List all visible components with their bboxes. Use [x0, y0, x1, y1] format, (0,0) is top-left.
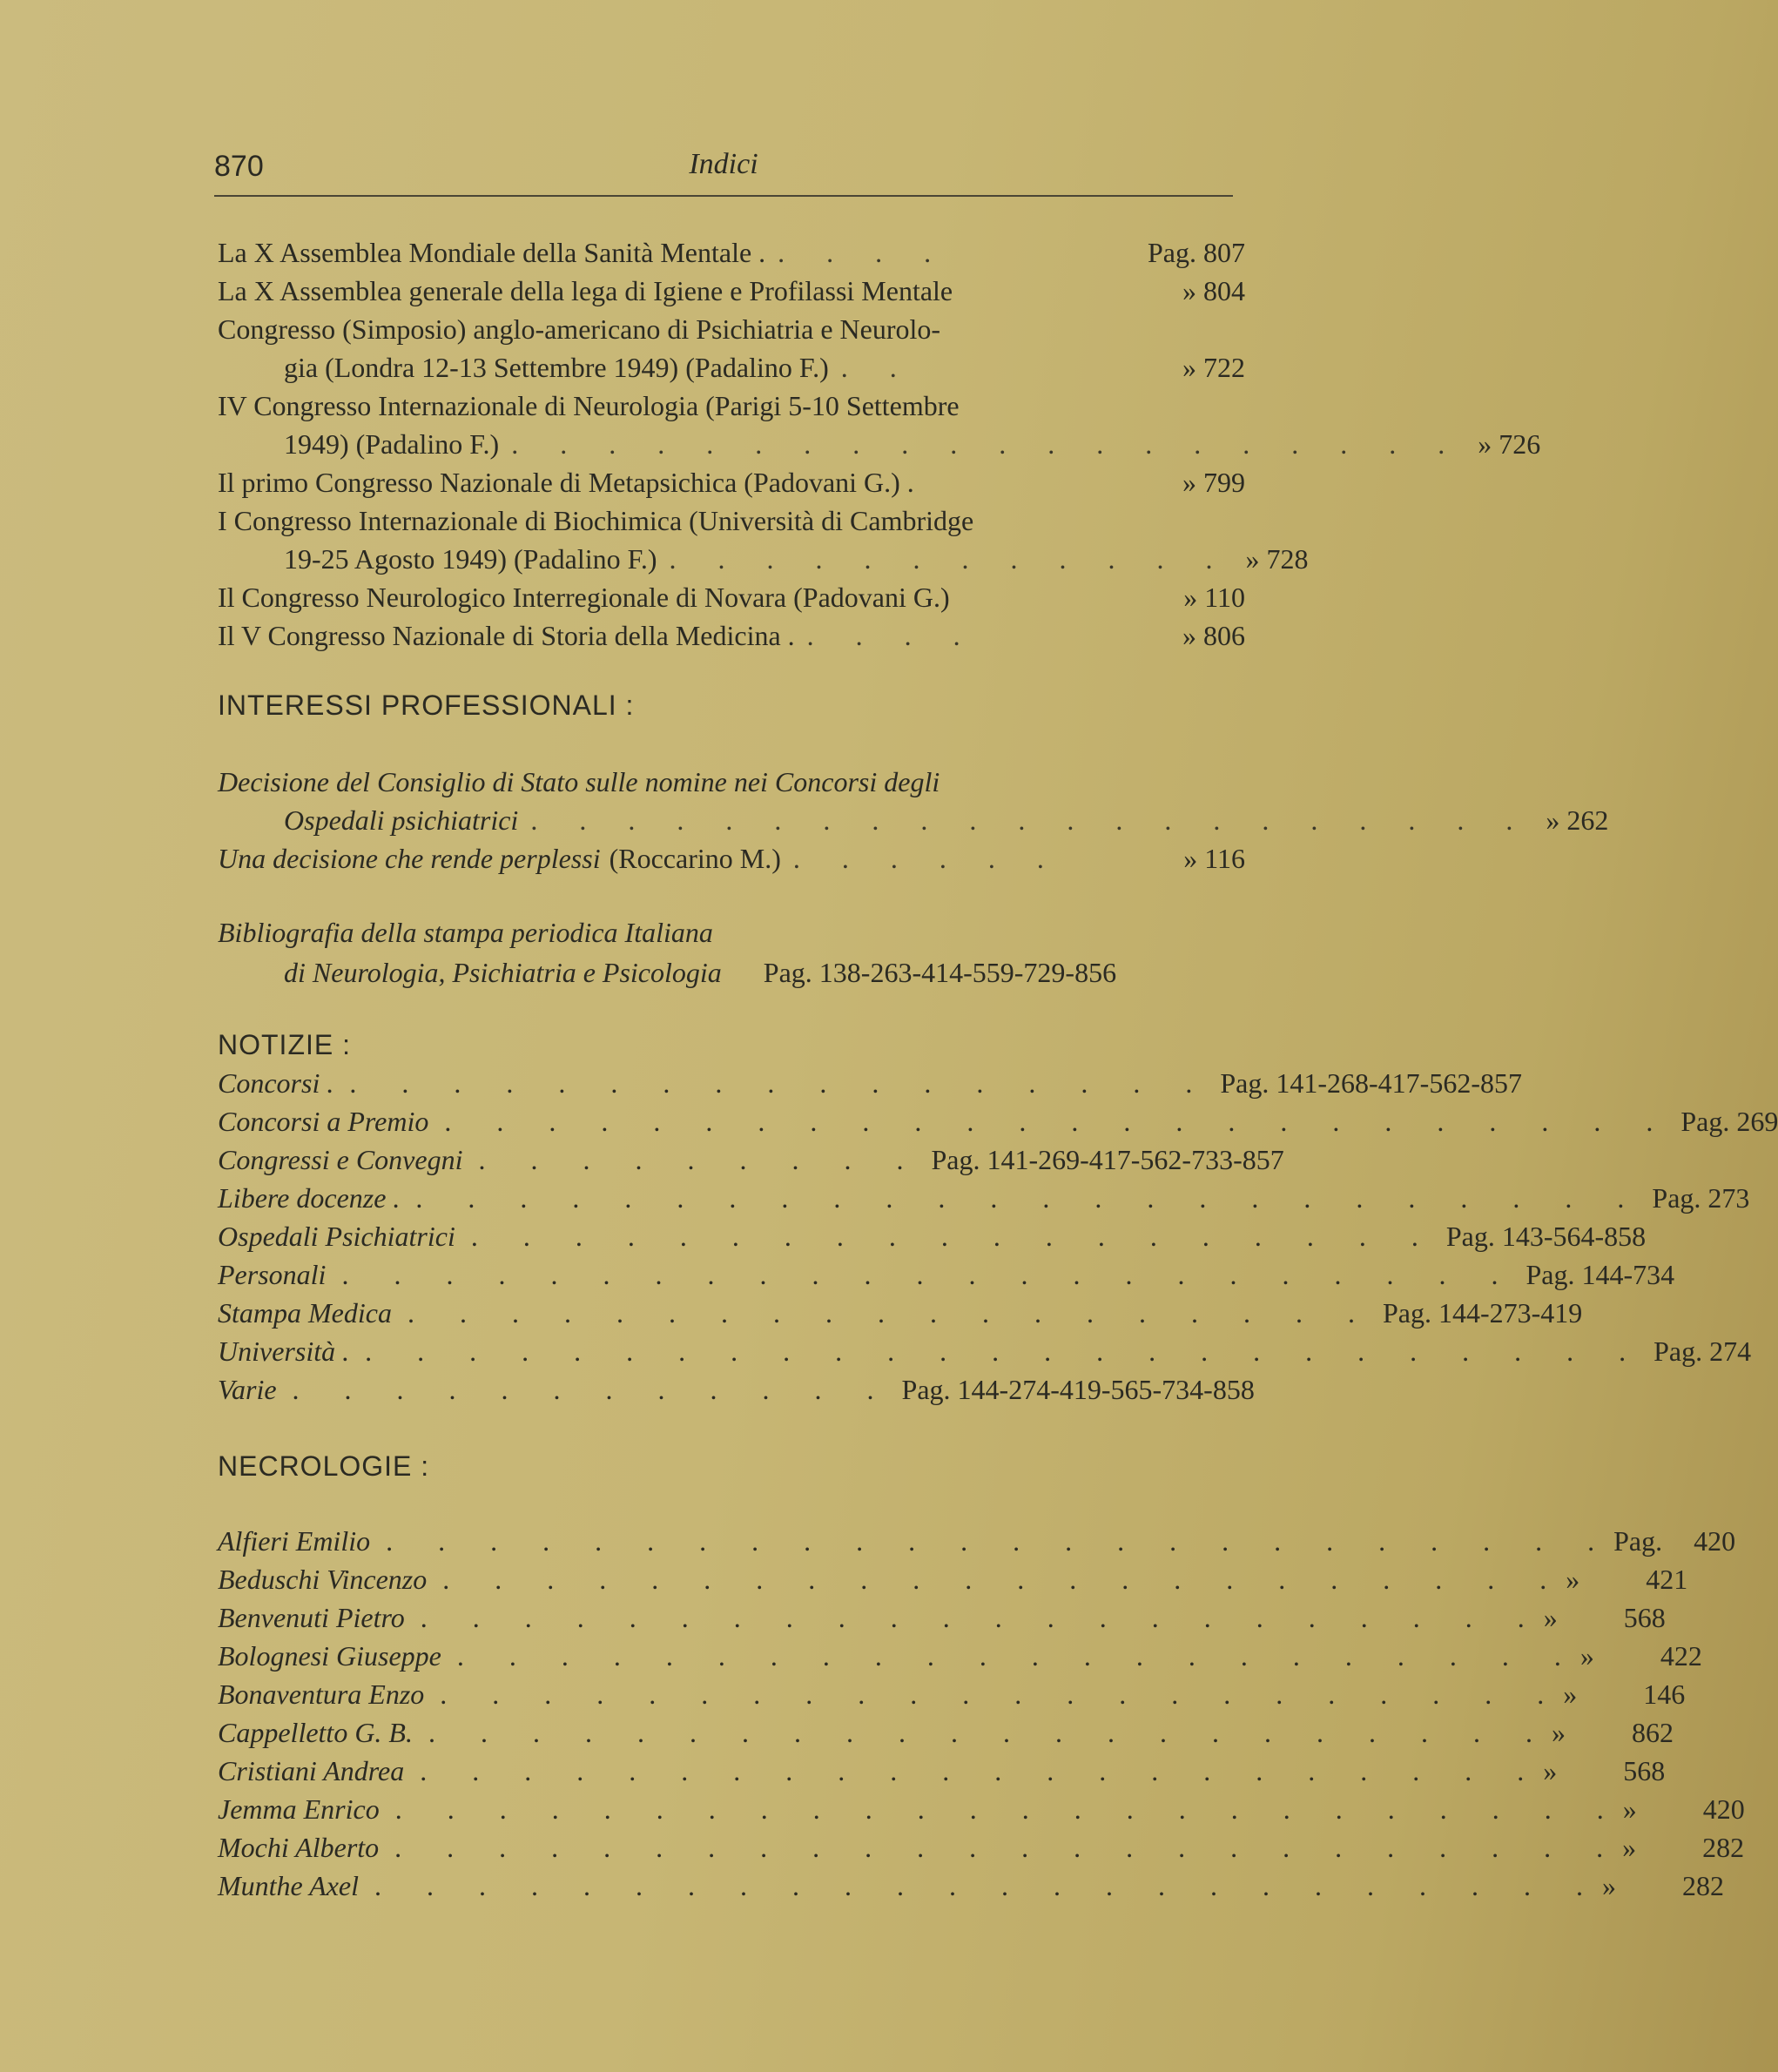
index-entry [218, 387, 1541, 463]
entry-page-ref: » 722 [1182, 352, 1245, 383]
necrologie-page: 282 [1682, 1870, 1725, 1901]
notizie-page-ref: Pag. 144-274-419-565-734-858 [901, 1374, 1255, 1405]
section-heading-interessi: INTERESSI PROFESSIONALI : [218, 690, 635, 721]
index-entry [218, 501, 1309, 578]
page-prefix: » [1622, 1832, 1637, 1863]
notizie-title: Congressi e Convegni [218, 1144, 463, 1175]
leader-dots: . . . . . . [792, 843, 1061, 874]
necrologie-row: Cappelletto G. B. . . . . . . . . . . . . . . . . . . . . . . » 862 [218, 1717, 1674, 1748]
notizie-title: Ospedali Psichiatrici [218, 1221, 455, 1252]
necrologie-row: Jemma Enrico . . . . . . . . . . . . . . . . . . . . . . . . » 420 [218, 1793, 1745, 1825]
leader-dots: . . . . . . . . . . . . . . . . . . . . [511, 428, 1463, 460]
entry-page-ref: » 806 [1182, 620, 1245, 651]
entry-title: IV Congresso Internazionale di Neurologia (Parigi 5-10 Settembre [218, 390, 960, 421]
necrologie-page: 420 [1694, 1525, 1736, 1557]
index-entry [218, 616, 1245, 655]
page-prefix: Pag. [1613, 1525, 1663, 1557]
leader-dots: . . . . [806, 620, 978, 651]
page-prefix: » [1579, 1640, 1594, 1672]
entry-title: Il primo Congresso Nazionale di Metapsichica (Padovani G.) . [218, 467, 914, 498]
notizie-page-ref: Pag. 273 [1652, 1182, 1750, 1214]
notizie-page-ref: Pag. 141-268-417-562-857 [1220, 1067, 1522, 1099]
necrologie-row: Mochi Alberto . . . . . . . . . . . . . . . . . . . . . . . . » 282 [218, 1832, 1745, 1863]
page-header [214, 146, 1233, 195]
entry-page-ref: Pag. 807 [1148, 237, 1245, 268]
entry-page-ref: » 110 [1183, 582, 1245, 613]
notizie-page-ref: Pag. 269 [1680, 1106, 1778, 1137]
necrologie-page: 420 [1702, 1793, 1745, 1825]
leader-dots: . . . . [778, 237, 949, 268]
index-entry [218, 763, 1609, 839]
entry-title: Congresso (Simposio) anglo-americano di Psichiatria e Neurolo- [218, 313, 941, 345]
notizie-page-ref: Pag. 143-564-858 [1445, 1221, 1647, 1252]
entry-title-cont: 19-25 Agosto 1949) (Padalino F.) [284, 543, 657, 575]
notizie-title: Concorsi . [218, 1067, 334, 1099]
index-entry [218, 272, 1245, 310]
section-heading-necrologie: NECROLOGIE : [218, 1450, 430, 1482]
leader-dots: . . . . . . . . . . . . . . . . . . . . . [530, 804, 1531, 836]
entry-page-ref: » 116 [1183, 843, 1245, 874]
header-rule [214, 195, 1233, 197]
necrologie-row: Munthe Axel . . . . . . . . . . . . . . . . . . . . . . . . » 282 [218, 1870, 1725, 1901]
page-number: 870 [214, 150, 264, 183]
necrologie-name: Mochi Alberto [218, 1832, 380, 1863]
notizie-row: Concorsi . . . . . . . . . . . . . . . . . . Pag. 141-268-417-562-857 [218, 1067, 1522, 1099]
entry-title: I Congresso Internazionale di Biochimica (Università di Cambridge [218, 505, 974, 536]
entry-title: Decisione del Consiglio di Stato sulle nomine nei Concorsi degli [218, 766, 940, 797]
entry-title-cont: gia (Londra 12-13 Settembre 1949) (Padalino F.) [284, 352, 829, 383]
necrologie-name: Cristiani Andrea [218, 1755, 405, 1786]
page-prefix: » [1602, 1870, 1617, 1901]
bibliografia-page-ref: Pag. 138-263-414-559-729-856 [763, 957, 1117, 988]
necrologie-name: Benvenuti Pietro [218, 1602, 405, 1633]
notizie-row: Concorsi a Premio . . . . . . . . . . . . . . . . . . . . . . . . Pag. 269 [218, 1106, 1778, 1137]
bibliografia-entry [218, 912, 1245, 992]
index-entry [218, 310, 1245, 387]
necrologie-row: Benvenuti Pietro . . . . . . . . . . . . . . . . . . . . . . » 568 [218, 1602, 1666, 1633]
notizie-title: Concorsi a Premio [218, 1106, 429, 1137]
entry-page-ref: » 728 [1245, 543, 1309, 575]
necrologie-page: 862 [1631, 1717, 1674, 1748]
entry-title: La X Assemblea Mondiale della Sanità Mentale . [218, 237, 766, 268]
necrologie-name: Beduschi Vincenzo [218, 1564, 428, 1595]
index-entry [218, 578, 1245, 616]
index-entry [218, 233, 1245, 272]
necrologie-row: Cristiani Andrea . . . . . . . . . . . . . . . . . . . . . . » 568 [218, 1755, 1666, 1786]
leader-dots: . . [840, 352, 914, 383]
entry-page-ref: » 262 [1546, 804, 1609, 836]
notizie-row: Personali . . . . . . . . . . . . . . . . . . . . . . . Pag. 144-734 [218, 1259, 1675, 1290]
running-title: Indici [689, 148, 758, 180]
necrologie-row: Alfieri Emilio . . . . . . . . . . . . . . . . . . . . . . . . Pag. 420 [218, 1525, 1736, 1557]
necrologie-row: Bonaventura Enzo . . . . . . . . . . . . . . . . . . . . . . » 146 [218, 1678, 1686, 1710]
entry-page-ref: » 726 [1478, 428, 1541, 460]
entry-title: Il Congresso Neurologico Interregionale di Novara (Padovani G.) [218, 582, 950, 613]
entry-author: (Roccarino M.) [609, 843, 781, 874]
page-prefix: » [1543, 1602, 1558, 1633]
bibliografia-title: Bibliografia della stampa periodica Italiana [218, 917, 713, 948]
bibliografia-title-cont: di Neurologia, Psichiatria e Psicologia [284, 957, 722, 988]
notizie-row: Università . . . . . . . . . . . . . . . . . . . . . . . . . . Pag. 274 [218, 1335, 1752, 1367]
entry-page-ref: » 799 [1182, 467, 1245, 498]
entry-title: Una decisione che rende perplessi [218, 843, 601, 874]
entry-title-cont: Ospedali psichiatrici [284, 804, 519, 836]
necrologie-page: 146 [1643, 1678, 1686, 1710]
notizie-row: Stampa Medica . . . . . . . . . . . . . . . . . . . Pag. 144-273-419 [218, 1297, 1583, 1329]
entry-page-ref: » 804 [1182, 275, 1245, 306]
entry-title-cont: 1949) (Padalino F.) [284, 428, 500, 460]
necrologie-name: Bolognesi Giuseppe [218, 1640, 441, 1672]
notizie-title: Stampa Medica [218, 1297, 392, 1329]
page-prefix: » [1563, 1678, 1578, 1710]
notizie-title: Varie [218, 1374, 277, 1405]
notizie-title: Università . [218, 1335, 350, 1367]
notizie-page-ref: Pag. 141-269-417-562-733-857 [931, 1144, 1284, 1175]
necrologie-page: 568 [1623, 1602, 1666, 1633]
notizie-page-ref: Pag. 144-273-419 [1382, 1297, 1583, 1329]
notizie-row: Ospedali Psichiatrici . . . . . . . . . . . . . . . . . . . Pag. 143-564-858 [218, 1221, 1647, 1252]
necrologie-name: Munthe Axel [218, 1870, 360, 1901]
necrologie-name: Bonaventura Enzo [218, 1678, 425, 1710]
necrologie-page: 422 [1660, 1640, 1702, 1672]
leader-dots: . . . . . . . . . . . . [669, 543, 1230, 575]
page-prefix: » [1622, 1793, 1637, 1825]
notizie-page-ref: Pag. 274 [1653, 1335, 1752, 1367]
entry-title: La X Assemblea generale della lega di Igiene e Profilassi Mentale [218, 275, 953, 306]
notizie-page-ref: Pag. 144-734 [1525, 1259, 1675, 1290]
entry-title: Il V Congresso Nazionale di Storia della Medicina . [218, 620, 795, 651]
index-entry [218, 463, 1245, 501]
notizie-row: Varie . . . . . . . . . . . . Pag. 144-274-419-565-734-858 [218, 1374, 1255, 1405]
page-prefix: » [1551, 1717, 1566, 1748]
necrologie-name: Alfieri Emilio [218, 1525, 371, 1557]
section-heading-notizie: NOTIZIE : [218, 1029, 351, 1060]
necrologie-name: Cappelletto G. B. [218, 1717, 413, 1748]
index-entry [218, 839, 1245, 878]
necrologie-page: 568 [1623, 1755, 1666, 1786]
necrologie-name: Jemma Enrico [218, 1793, 380, 1825]
page-prefix: » [1543, 1755, 1558, 1786]
notizie-title: Libere docenze . [218, 1182, 401, 1214]
necrologie-row: Bolognesi Giuseppe . . . . . . . . . . . . . . . . . . . . . . » 422 [218, 1640, 1702, 1672]
necrologie-row: Beduschi Vincenzo . . . . . . . . . . . . . . . . . . . . . . » 421 [218, 1564, 1688, 1595]
necrologie-page: 421 [1646, 1564, 1688, 1595]
page-prefix: » [1566, 1564, 1580, 1595]
notizie-title: Personali [218, 1259, 327, 1290]
notizie-row: Congressi e Convegni . . . . . . . . . Pag. 141-269-417-562-733-857 [218, 1144, 1284, 1175]
necrologie-page: 282 [1702, 1832, 1745, 1863]
notizie-row: Libere docenze . . . . . . . . . . . . . . . . . . . . . . . . . Pag. 273 [218, 1182, 1750, 1214]
